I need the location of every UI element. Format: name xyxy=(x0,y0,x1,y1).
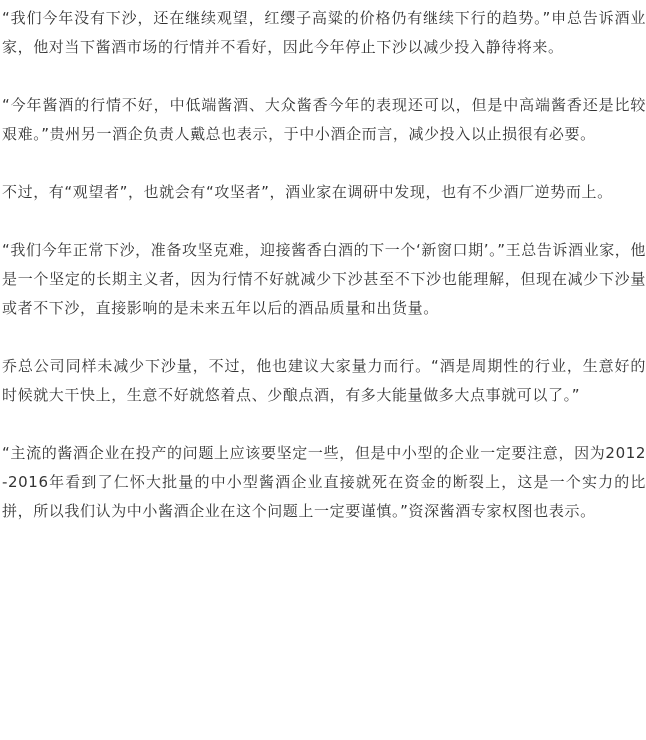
paragraph-1: “我们今年没有下沙，还在继续观望，红缨子高粱的价格仍有继续下行的趋势。”申总告诉酒业家，他对当下酱酒市场的行情并不看好，因此今年停止下沙以减少投入静待将来。 xyxy=(2,9,646,56)
paragraph-3: 不过，有“观望者”，也就会有“攻坚者”，酒业家在调研中发现，也有不少酒厂逆势而上。 xyxy=(2,183,613,201)
paragraph-4: “我们今年正常下沙，准备攻坚克难，迎接酱香白酒的下一个‘新窗口期’。”王总告诉酒业家，他是一个坚定的长期主义者，因为行情不好就减少下沙甚至不下沙也能理解，但现在减少下沙量或者不下沙，直接影响的是未来五年以后的酒品质量和出货量。 xyxy=(2,241,646,317)
paragraph-2: “今年酱酒的行情不好，中低端酱酒、大众酱香今年的表现还可以，但是中高端酱香还是比较艰难。”贵州另一酒企负责人戴总也表示，于中小酒企而言，减少投入以止损很有必要。 xyxy=(2,96,646,143)
paragraph-6: “主流的酱酒企业在投产的问题上应该要坚定一些，但是中小型的企业一定要注意，因为2012-2016年看到了仁怀大批量的中小型酱酒企业直接就死在资金的断裂上，这是一个实力的比拼，所以我们认为中小酱酒企业在这个问题上一定要谨慎。”资深酱酒专家权图也表示。 xyxy=(2,444,646,520)
paragraph-5: 乔总公司同样未减少下沙量，不过，他也建议大家量力而行。“酒是周期性的行业，生意好的时候就大干快上，生意不好就悠着点、少酿点酒，有多大能量做多大点事就可以了。” xyxy=(2,357,646,404)
